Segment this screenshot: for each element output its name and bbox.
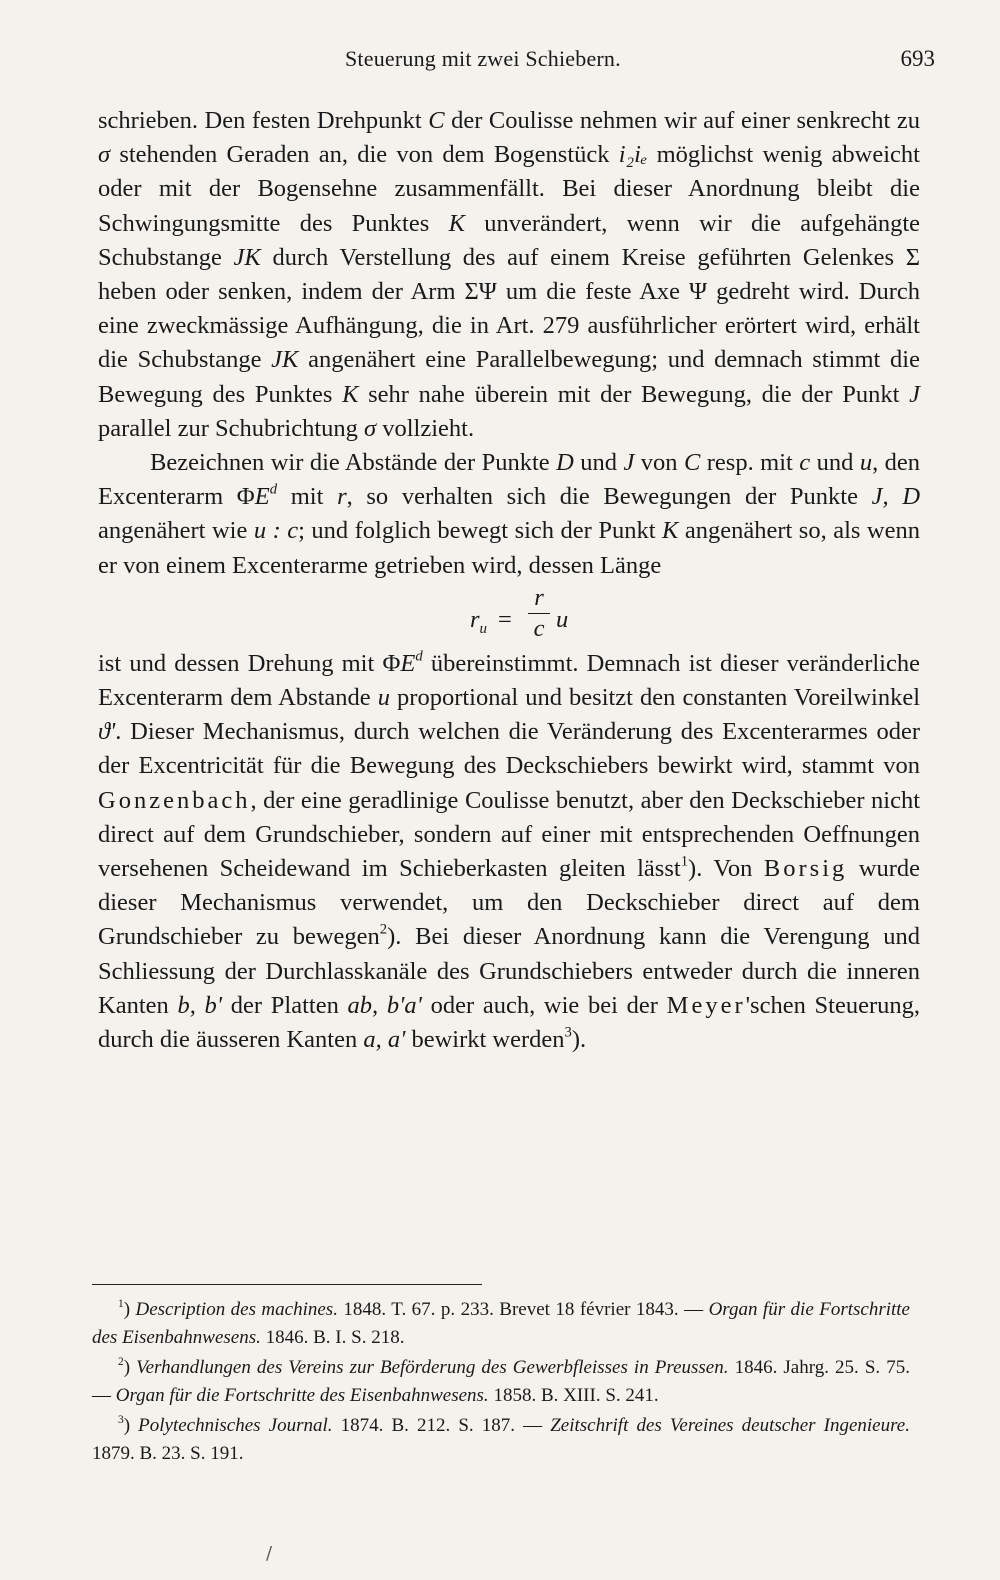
- text-run: . Dieser Mechanismus, durch welchen die Veränderung des Excenterarmes oder der Excentricität für die Bewegung des Deckschiebers bewirkt wird, stammt von: [98, 718, 920, 780]
- formula-rhs: u: [556, 605, 569, 633]
- symbol: J: [623, 449, 635, 477]
- text-run: 1879. B. 23. S. 191.: [92, 1442, 244, 1464]
- formula-denominator: c: [533, 614, 545, 642]
- text-run: und: [810, 449, 860, 477]
- text-run: ). Von: [688, 855, 764, 883]
- source-title: Polytechnisches Journal.: [138, 1415, 333, 1436]
- formula-lhs-symbol: r: [470, 605, 480, 633]
- text-run: parallel zur Schubrichtung: [98, 414, 365, 442]
- text-run: sehr nahe überein mit der Bewegung, die der Punkt: [358, 380, 910, 408]
- footnote-ref-3[interactable]: 3: [564, 1024, 572, 1041]
- symbol: i₂iₑ: [618, 141, 648, 169]
- running-head: [100, 42, 935, 76]
- text-run: mit: [277, 483, 338, 511]
- running-title: Steuerung mit zwei Schiebern.: [345, 46, 621, 71]
- text-run: und: [573, 449, 624, 477]
- formula-lhs-subscript: u: [479, 620, 488, 637]
- text-run: 1848. T. 67. p. 233. Brevet 18 février 1843. —: [337, 1299, 709, 1320]
- text-run: angenähert so, als wenn er von einem Excenterarme getrieben wird, dessen Länge: [98, 517, 920, 579]
- symbol: u: [377, 684, 390, 712]
- symbol: JK: [233, 243, 261, 271]
- fraction-bar: [528, 613, 550, 614]
- text-run: , der eine geradlinige Coulisse benutzt, aber den Deckschieber nicht direct auf dem Grundschieber, sondern auf einer mit entsprechenden Oeffnungen versehenen Scheidewand im Schieberkasten gleiten lässt: [98, 786, 920, 883]
- text-run: 1846. Jahrg. 25. S. 75. —: [92, 1357, 911, 1406]
- footnote-1: $^1$) Description des machines. 1848. T. 67. p. 233. Brevet 18 février 1843. — Organ für die Fortschritte des Eisenbahnwesens. 1846. B. I. S. 218.: [92, 1298, 910, 1348]
- text-run: unverändert, wenn wir die aufgehängte Schubstange: [98, 209, 921, 271]
- symbol: E: [400, 649, 416, 677]
- symbol: σ: [98, 141, 111, 169]
- footnote-3: $^3$) Polytechnisches Journal. 1874. B. 212. S. 187. — Zeitschrift des Vereines deutscher Ingenieure. 1879. B. 23. S. 191.: [92, 1414, 910, 1464]
- formula-fraction: [528, 585, 550, 642]
- symbol: K: [448, 209, 465, 237]
- text-run: 1874. B. 212. S. 187. —: [332, 1415, 551, 1436]
- symbol: J, D: [871, 483, 921, 511]
- symbol: σ: [364, 414, 377, 442]
- page-number: 693: [900, 46, 935, 71]
- stray-mark: /: [266, 1543, 273, 1564]
- symbol: D: [556, 449, 574, 477]
- formula-lhs: [470, 603, 487, 646]
- body-text: [98, 104, 920, 1057]
- footnote-mark: 2: [118, 1356, 124, 1369]
- footnote-mark: 1: [118, 1298, 124, 1311]
- text-run: durch Verstellung des auf einem Kreise geführten Gelenkes Σ heben oder senken, indem der Arm ΣΨ um die feste Axe Ψ gedreht wird. Durch eine zweckmässige Aufhängung, die in Art. 279 ausführlicher erörtert wird, erhält die Schubstange: [98, 243, 921, 374]
- text-run: ). Bei dieser Anordnung kann die Verengung und Schliessung der Durchlasskanäle des Grundschiebers entweder durch die inneren Kanten: [98, 923, 920, 1019]
- symbol: c: [799, 449, 811, 477]
- source-title: Description des machines.: [135, 1299, 338, 1320]
- symbol: r: [337, 483, 347, 511]
- footnote-mark: 3: [118, 1414, 124, 1427]
- author-name: Meyer: [666, 991, 746, 1019]
- symbol: K: [342, 380, 359, 408]
- text-run: wurde dieser Mechanismus verwendet, um den Deckschieber direct auf dem Grundschieber zu bewegen: [98, 855, 920, 951]
- symbol: C: [428, 107, 445, 134]
- footnote-rule: [92, 1284, 482, 1285]
- text-run: 'schen Steuerung, durch die äusseren Kanten: [98, 991, 921, 1054]
- footnote-ref-1[interactable]: 1: [680, 853, 689, 870]
- symbol: ab, b'a': [347, 991, 422, 1019]
- text-run: möglichst wenig abweicht oder mit der Bogensehne zusammenfällt. Bei dieser Anordnung bleibt die Schwingungsmitte des Punktes: [98, 141, 920, 237]
- paragraph-1: [98, 104, 920, 446]
- superscript: d: [269, 481, 278, 498]
- source-title: Zeitschrift des Vereines deutscher Ingenieure.: [550, 1415, 910, 1436]
- text-run: bewirkt werden: [405, 1026, 565, 1054]
- source-title: Organ für die Fortschritte des Eisenbahnwesens.: [92, 1299, 910, 1348]
- text-run: oder auch, wie bei der: [421, 991, 667, 1019]
- paragraph-3: [98, 647, 920, 1057]
- text-run: vollzieht.: [376, 414, 475, 442]
- text-run: Bezeichnen wir die Abstände der Punkte: [150, 449, 557, 477]
- formula-numerator: r: [534, 583, 544, 611]
- symbol: a, a': [363, 1026, 406, 1054]
- text-run: ; und folglich bewegt sich der Punkt: [298, 517, 663, 545]
- symbol: u : c: [253, 517, 299, 545]
- text-run: angenähert eine Parallelbewegung; und demnach stimmt die Bewegung des Punktes: [98, 346, 920, 408]
- text-run: 1858. B. XIII. S. 241.: [488, 1384, 659, 1406]
- formula-equals: =: [498, 605, 512, 633]
- author-name: Gonzenbach: [98, 786, 251, 814]
- superscript: d: [415, 648, 423, 665]
- symbol: K: [662, 517, 679, 545]
- text-run: , so verhalten sich die Bewegungen der Punkte: [346, 483, 872, 511]
- source-title: Organ für die Fortschritte des Eisenbahnwesens.: [115, 1384, 489, 1406]
- text-run: stehenden Geraden an, die von dem Bogenstück: [110, 141, 619, 169]
- formula: [98, 585, 920, 643]
- text-run: 1846. B. I. S. 218.: [260, 1326, 405, 1348]
- footnote-2: $^2$) Verhandlungen des Vereins zur Beförderung des Gewerbfleisses in Preussen. 1846. Jahrg. 25. S. 75. — Organ für die Fortschritte des Eisenbahnwesens. 1858. B. XIII. S. 241.: [92, 1356, 911, 1406]
- text-run: , den Excenterarm Φ: [98, 449, 921, 511]
- symbol: ϑ': [98, 718, 116, 746]
- text-run: der Coulisse nehmen wir auf einer senkrecht zu: [444, 107, 920, 134]
- symbol: E: [254, 483, 270, 511]
- text-run: ist und dessen Drehung mit Φ: [98, 649, 401, 677]
- text-run: proportional und besitzt den constanten Voreilwinkel: [389, 684, 920, 712]
- symbol: J: [909, 380, 920, 408]
- text-run: schrieben. Den festen Drehpunkt: [98, 107, 429, 134]
- symbol: u: [859, 449, 873, 477]
- paragraph-2: [98, 446, 920, 583]
- text-run: ).: [571, 1026, 587, 1054]
- footnotes: [92, 1296, 910, 1470]
- text-run: angenähert wie: [98, 517, 254, 545]
- symbol: C: [683, 449, 701, 477]
- source-title: Verhandlungen des Vereins zur Beförderung des Gewerbfleisses in Preussen.: [136, 1357, 729, 1378]
- text-run: der Platten: [222, 991, 348, 1019]
- symbol: b, b': [177, 991, 223, 1019]
- text-run: resp. mit: [700, 449, 800, 477]
- author-name: Borsig: [763, 855, 848, 883]
- footnote-ref-2[interactable]: 2: [379, 922, 388, 939]
- symbol: JK: [271, 346, 299, 374]
- text-run: von: [634, 449, 684, 477]
- text-run: übereinstimmt. Demnach ist dieser veränderliche Excenterarm dem Abstande: [98, 649, 920, 712]
